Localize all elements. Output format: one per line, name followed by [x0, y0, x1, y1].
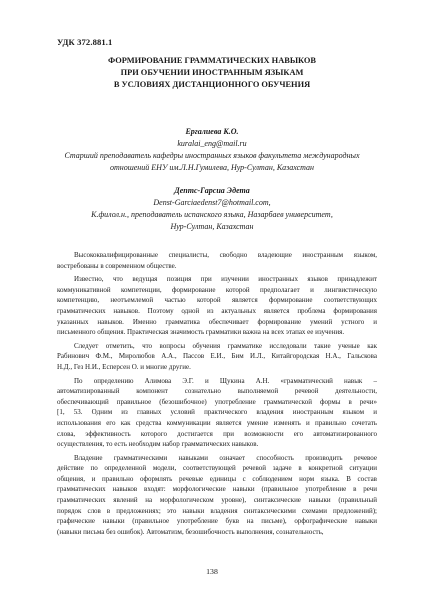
- paragraph: [57, 376, 377, 450]
- udk-code: УДК 372.881.1: [57, 37, 113, 47]
- author-email: kuralai_eng@mail.ru: [177, 139, 247, 148]
- author-affiliation-line: К.филол.н., преподаватель испанского языка, Назарбаев университет,: [91, 210, 333, 219]
- page-number: 138: [206, 567, 218, 576]
- paragraph-line: указанных навыков. Именно грамматика обеспечивает формирование умений устного и: [57, 317, 377, 326]
- paragraph-line: (навыки письма без ошибок). Автоматизм, безошибочность выполнения, сознательность,: [57, 527, 324, 536]
- paragraph-line: востребованы в современном обществе.: [57, 261, 177, 270]
- paragraph-line: письменного общения. Практическая значимость грамматики важна на всех этапах ее изучения.: [57, 328, 345, 337]
- author-name: Ергалиева К.О.: [185, 127, 239, 136]
- title-line: В УСЛОВИЯХ ДИСТАНЦИОННОГО ОБУЧЕНИЯ: [113, 80, 311, 89]
- paragraph-line: Высококвалифицированные специалисты, свободно владеющие иностранным языком,: [74, 251, 377, 259]
- paragraph-line: Следует отметить, что вопросы обучения грамматике исследовали такие ученые как: [74, 341, 377, 350]
- paragraph-line: грамматических навыков входят: морфологические навыки (правильное употребление в речи: [57, 485, 377, 494]
- title-line: ПРИ ОБУЧЕНИИ ИНОСТРАННЫМ ЯЗЫКАМ: [120, 68, 304, 77]
- author-block-2: [0, 185, 424, 233]
- author-block-1: [0, 126, 424, 174]
- paragraph-line: По определению Алимова Э.Г. и Щукина А.Н. «грамматический навык –: [74, 376, 377, 385]
- article-body: [57, 250, 377, 540]
- paragraph-line: грамматических навыков. Поэтому одной из актуальных является проблема формирования: [57, 306, 377, 315]
- paragraph: [57, 274, 377, 338]
- paragraph-line: действие по определенной модели, соответствующей речевой задаче в конкретной ситуации: [57, 464, 377, 473]
- paragraph: [57, 453, 377, 538]
- paragraph: [57, 341, 377, 373]
- paragraph-line: [1, 53. Одним из главных условий практического владения иностранным языком и: [57, 408, 377, 417]
- paragraph-line: порядок слов в предложениях; это навыки владения синтаксическими схемами предложений);: [57, 506, 377, 515]
- author-affiliation-line: Нур-Султан, Казахстан: [170, 222, 254, 231]
- paragraph-line: автоматизированный компонент сознательно выполняемой речевой деятельности,: [57, 387, 377, 396]
- paragraph-line: общения, и правильно оформлять речевые единицы с соблюдением норм языка. В состав: [57, 474, 377, 483]
- paragraph: [57, 250, 377, 271]
- paragraph-line: Рабинович Ф.М., Миролюбов А.А., Пассов Е.И., Бим И.Л., Китайгородская Н.А., Гальскова: [57, 352, 377, 361]
- paragraph-line: осуществления, то есть необходим набор грамматических навыков.: [57, 440, 259, 449]
- author-affiliation-line: отношений ЕНУ им.Л.Н.Гумилева, Нур-Султан, Казахстан: [109, 163, 315, 172]
- paragraph-line: обеспечивающий правильное (безошибочное) употребление грамматической формы в речи»: [57, 397, 377, 406]
- paragraph-line: Владение грамматическими навыками означает способность производить речевое: [74, 453, 377, 462]
- article-title: [0, 55, 424, 91]
- paragraph-line: использования его как средства коммуникации является умение изменять и правильно сочетать: [57, 418, 377, 427]
- paragraph-line: коммуникативной компетенции, формирование которой предполагает и лингвистическую: [57, 285, 377, 294]
- author-name: Дептс-Гарсиа Эдета: [174, 186, 250, 195]
- paragraph-line: Н.Д., Гез Н.И., Есперсен О. и многие другие.: [57, 362, 191, 371]
- paragraph-line: компетенцию, неотъемлемой частью которой является формирование соответствующих: [57, 296, 377, 305]
- paragraph-line: Известно, что ведущая позиция при изучении иностранных языков принадлежит: [74, 275, 377, 284]
- paragraph-line: слова, эффективность которого достигается при возможности его автоматизированного: [57, 429, 377, 438]
- title-line: ФОРМИРОВАНИЕ ГРАММАТИЧЕСКИХ НАВЫКОВ: [107, 56, 317, 65]
- author-email: Denst-Garciaedenst7@hotmail.com,: [153, 198, 271, 207]
- paragraph-line: грамматических явлений на морфологическом уровне), синтаксические навыки (правильный: [57, 496, 377, 505]
- author-affiliation-line: Старший преподаватель кафедры иностранных языков факультета международных: [64, 151, 360, 160]
- paragraph-line: графические навыки (правильное употребление букв на письме), орфографические навыки: [57, 517, 377, 526]
